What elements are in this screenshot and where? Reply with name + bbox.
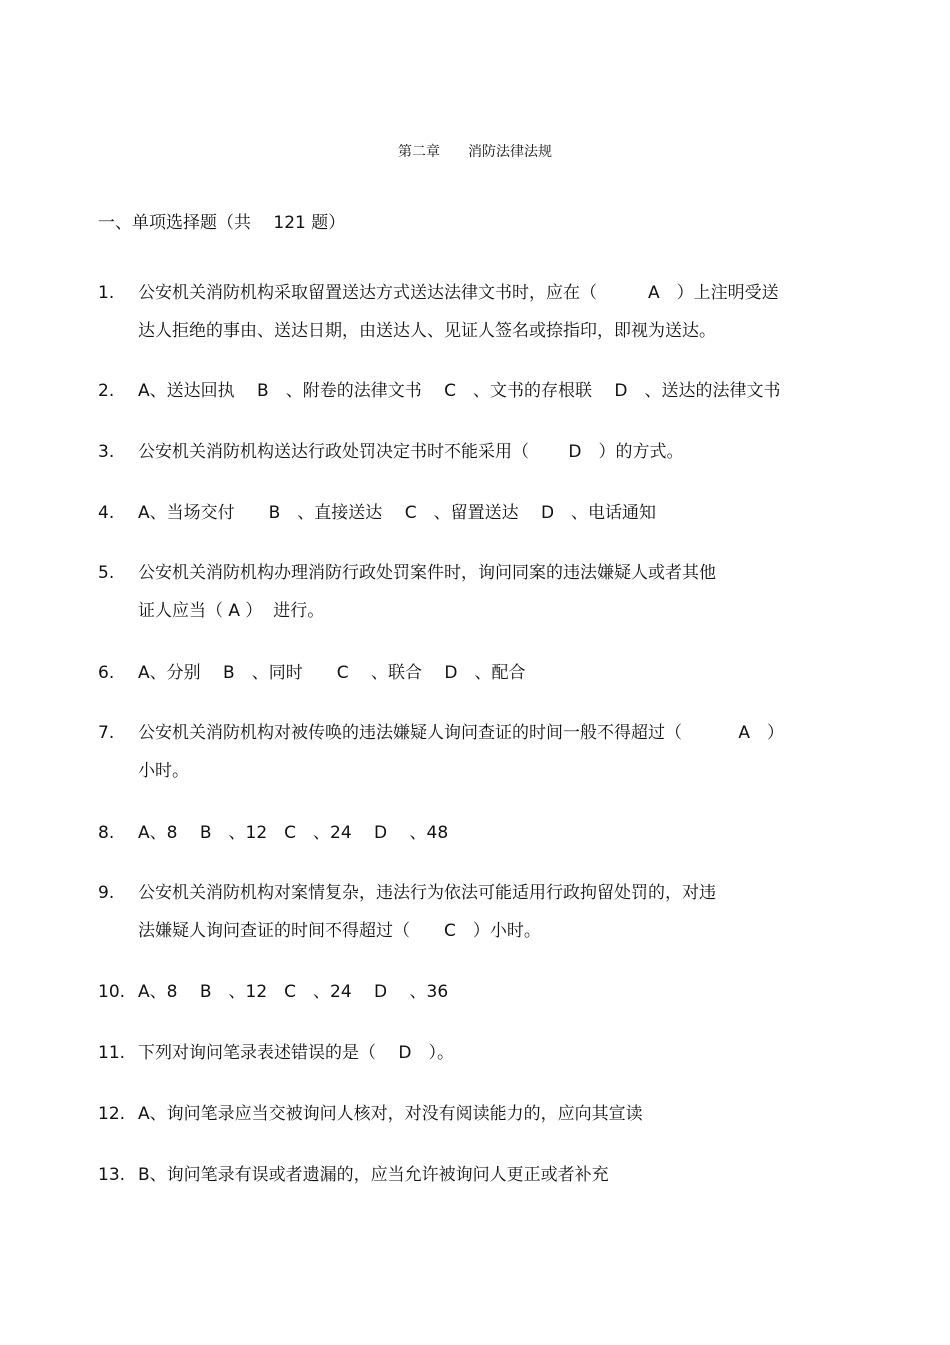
item-text	[138, 714, 858, 790]
item-line: A、8 B 、12 C 、24 D 、36	[138, 982, 449, 1002]
item-line: A、8 B 、12 C 、24 D 、48	[138, 823, 449, 843]
item-line: 证人应当（ A ） 进行。	[138, 601, 325, 621]
item-line: 公安机关消防机构对被传唤的违法嫌疑人询问查证的时间一般不得超过（ A ）	[138, 723, 785, 743]
item-number: 13.	[98, 1165, 126, 1185]
item-number: 4.	[98, 503, 115, 523]
item-line: 公安机关消防机构送达行政处罚决定书时不能采用（ D ）的方式。	[138, 442, 684, 462]
item-line: 达人拒绝的事由、送达日期，由送达人、见证人签名或捺指印，即视为送达。	[138, 321, 716, 341]
item-number: 6.	[98, 663, 115, 683]
list-item	[98, 654, 858, 692]
item-line: 公安机关消防机构办理消防行政处罚案件时，询问同案的违法嫌疑人或者其他	[138, 563, 716, 583]
item-line: 小时。	[138, 761, 189, 781]
item-number: 10.	[98, 982, 126, 1002]
item-text	[138, 814, 858, 852]
list-item	[98, 433, 858, 471]
item-number: 5.	[98, 563, 115, 583]
item-text	[138, 973, 858, 1011]
item-text	[138, 1034, 858, 1072]
list-item	[98, 494, 858, 532]
list-item	[98, 1034, 858, 1072]
item-text	[138, 372, 858, 410]
item-line: 公安机关消防机构对案情复杂，违法行为依法可能适用行政拘留处罚的，对违	[138, 883, 716, 903]
item-number: 3.	[98, 442, 115, 462]
item-text	[138, 494, 858, 532]
list-item	[98, 372, 858, 410]
item-number: 2.	[98, 381, 115, 401]
item-text	[138, 1156, 858, 1194]
list-item	[98, 714, 858, 790]
item-number: 9.	[98, 883, 115, 903]
section-heading: 一、单项选择题（共 121 题）	[98, 213, 346, 233]
item-text	[138, 654, 858, 692]
item-line: A、分别 B 、同时 C 、联合 D 、配合	[138, 663, 526, 683]
list-item	[98, 814, 858, 852]
item-line: A、询问笔录应当交被询问人核对，对没有阅读能力的，应向其宣读	[138, 1104, 643, 1124]
list-item	[98, 274, 858, 350]
item-number: 12.	[98, 1104, 126, 1124]
list-item	[98, 554, 858, 630]
list-item	[98, 874, 858, 950]
item-number: 7.	[98, 723, 115, 743]
item-text	[138, 874, 858, 950]
item-text	[138, 1095, 858, 1133]
item-line: 公安机关消防机构采取留置送达方式送达法律文书时，应在（ A ）上注明受送	[138, 283, 779, 303]
item-line: 下列对询问笔录表述错误的是（ D ）。	[138, 1043, 454, 1063]
list-item	[98, 973, 858, 1011]
item-number: 11.	[98, 1043, 126, 1063]
list-item	[98, 1156, 858, 1194]
item-line: B、询问笔录有误或者遗漏的，应当允许被询问人更正或者补充	[138, 1165, 609, 1185]
item-number: 1.	[98, 283, 115, 303]
list-item	[98, 1095, 858, 1133]
item-text	[138, 274, 858, 350]
item-text	[138, 433, 858, 471]
item-line: A、送达回执 B 、附卷的法律文书 C 、文书的存根联 D 、送达的法律文书	[138, 381, 781, 401]
page-title: 第二章 消防法律法规	[398, 144, 552, 160]
item-number: 8.	[98, 823, 115, 843]
item-line: 法嫌疑人询问查证的时间不得超过（ C ）小时。	[138, 921, 541, 941]
item-text	[138, 554, 858, 630]
item-line: A、当场交付 B 、直接送达 C 、留置送达 D 、电话通知	[138, 503, 657, 523]
